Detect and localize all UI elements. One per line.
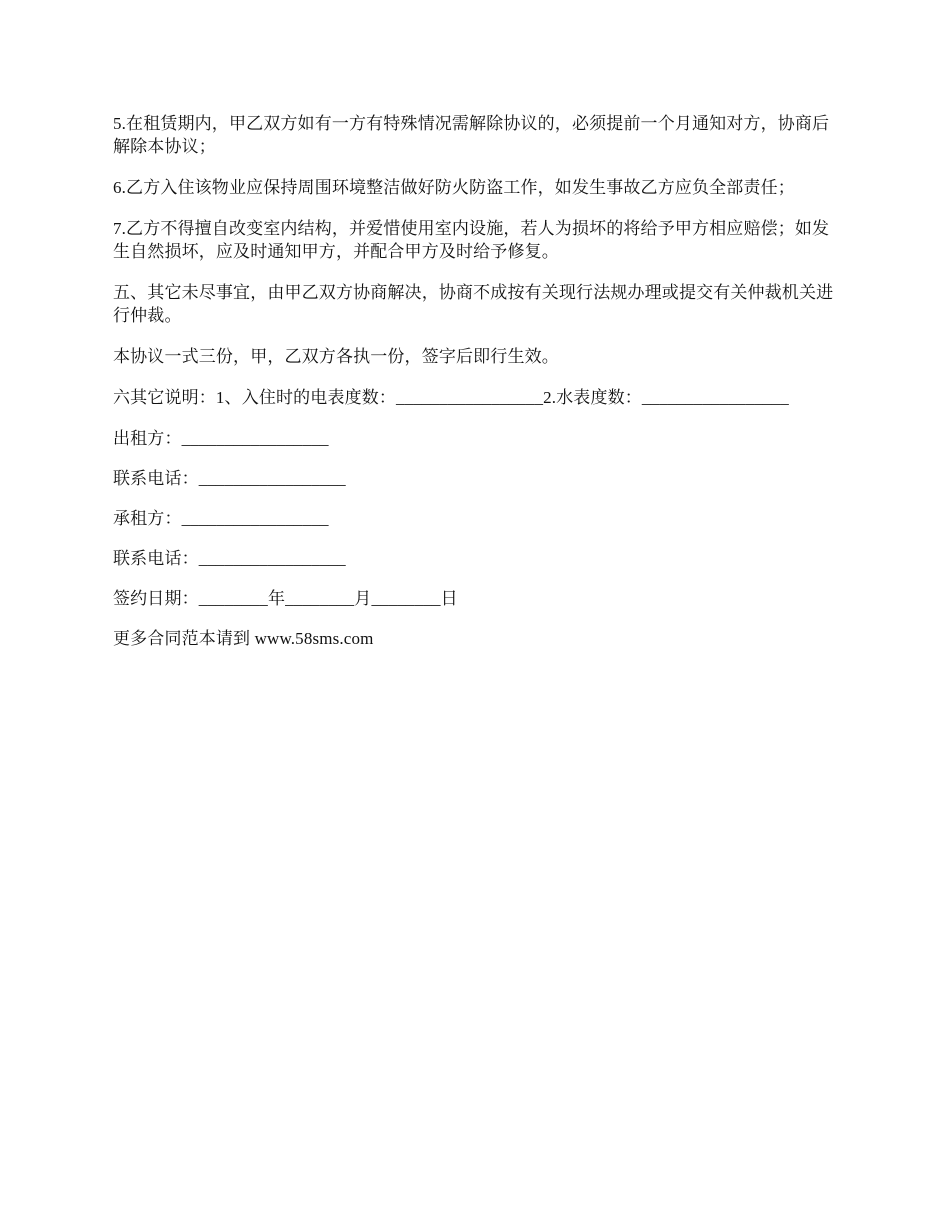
clause-6: 6.乙方入住该物业应保持周围环境整洁做好防火防盗工作，如发生事故乙方应负全部责任； xyxy=(113,178,795,197)
clause-5: 5.在租赁期内，甲乙双方如有一方有特殊情况需解除协议的，必须提前一个月通知对方，协商后解除本协议； xyxy=(113,114,830,156)
lessee-line: 承租方：_________________ xyxy=(113,509,329,528)
clause-7: 7.乙方不得擅自改变室内结构，并爱惜使用室内设施，若人为损坏的将给予甲方相应赔偿；如发生自然损坏，应及时通知甲方，并配合甲方及时给予修复。 xyxy=(113,219,830,261)
signing-date-line: 签约日期：________年________月________日 xyxy=(113,589,458,608)
section-six-meter-readings: 六其它说明：1、入住时的电表度数：_________________2.水表度数：_________________ xyxy=(113,388,789,407)
more-templates-link-text: 更多合同范本请到 www.58sms.com xyxy=(113,629,374,648)
copies-statement: 本协议一式三份，甲，乙双方各执一份，签字后即行生效。 xyxy=(113,347,559,366)
lessee-phone-line: 联系电话：_________________ xyxy=(113,549,346,568)
lessor-line: 出租方：_________________ xyxy=(113,429,329,448)
document-body xyxy=(113,112,843,667)
section-five: 五、其它未尽事宜，由甲乙双方协商解决，协商不成按有关现行法规办理或提交有关仲裁机关进行仲裁。 xyxy=(113,283,834,325)
lessor-phone-line: 联系电话：_________________ xyxy=(113,469,346,488)
